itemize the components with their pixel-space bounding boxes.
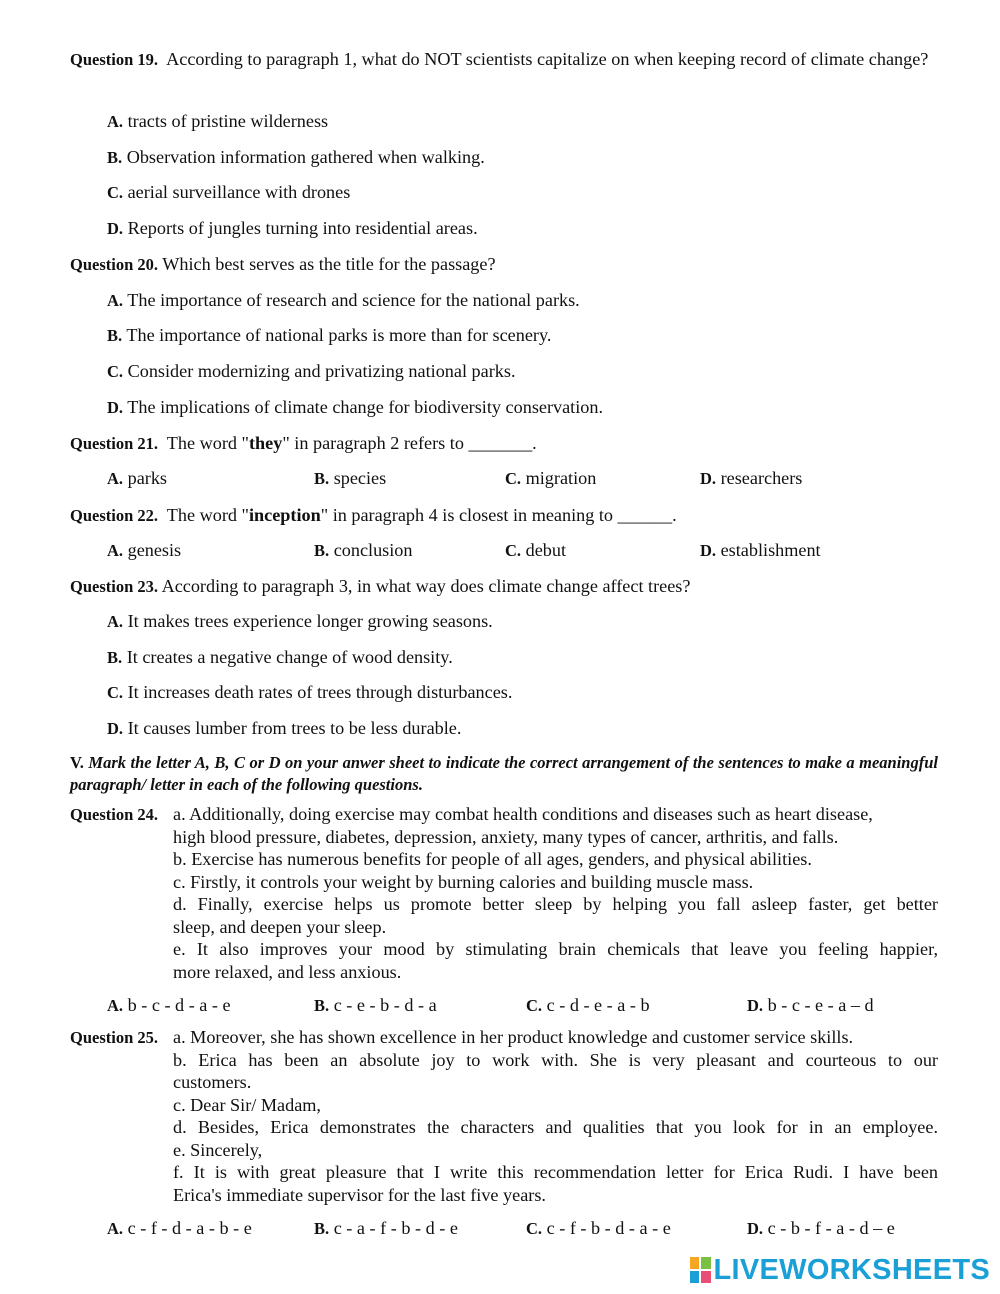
option-letter: D. [107,219,124,238]
brand-name: LIVEWORKSHEETS [713,1254,990,1286]
sentence-line: a. Additionally, doing exercise may combat health conditions and diseases such as heart disease, [173,804,873,824]
option-b[interactable] [314,538,413,563]
sentence-line: b. Exercise has numerous benefits for people of all ages, genders, and physical abilities. [173,849,812,869]
question-19 [70,46,938,73]
option-c[interactable] [107,359,516,384]
sentence-line: d. Finally, exercise helps us promote better sleep by helping you fall asleep faster, get better [173,894,938,914]
sentence-line: customers. [173,1072,252,1092]
question-text: According to paragraph 3, in what way does climate change affect trees? [161,576,691,596]
question-number: Question 21. [70,434,159,453]
sentence-line: f. It is with great pleasure that I write this recommendation letter for Erica Rudi. I have been [173,1162,938,1182]
option-letter: C. [107,362,124,381]
option-text: b - c - d - a - e [127,995,231,1015]
option-letter: B. [107,148,123,167]
logo-square [701,1271,710,1283]
sentence-list [173,803,938,983]
option-letter: C. [505,541,522,560]
options-row [107,1216,947,1242]
option-text: It causes lumber from trees to be less durable. [127,718,462,738]
sentence-line: c. Firstly, it controls your weight by burning calories and building muscle mass. [173,871,754,892]
option-letter: A. [107,1219,124,1238]
logo-square [690,1257,699,1269]
option-text: c - b - f - a - d – e [767,1218,895,1238]
option-letter: C. [526,1219,543,1238]
option-c[interactable] [107,180,350,205]
logo-square [701,1257,710,1269]
option-letter: D. [700,469,717,488]
option-letter: A. [107,112,124,131]
section-instruction-text: Mark the letter A, B, C or D on your anwer sheet to indicate the correct arrangement of the sentences to make a meaningful paragraph/ letter in each of the following questions. [70,753,938,794]
logo-square [690,1271,699,1283]
sentence-line: Erica's immediate supervisor for the last five years. [173,1184,546,1205]
question-23 [70,573,938,600]
option-letter: C. [107,683,124,702]
option-text: b - c - e - a – d [767,995,874,1015]
option-a[interactable] [107,538,181,563]
sentence-line: d. Besides, Erica demonstrates the characters and qualities that you look for in an employee. [173,1117,938,1137]
option-text: species [333,468,387,488]
option-text: tracts of pristine wilderness [127,111,329,131]
question-text-before: The word " [166,505,249,525]
option-text: conclusion [333,540,413,560]
sentence-line: more relaxed, and less anxious. [173,961,402,982]
option-a[interactable] [107,466,167,491]
option-a[interactable] [107,609,493,634]
question-number: Question 19. [70,50,159,69]
question-keyword: inception [248,505,321,525]
sentence-line: sleep, and deepen your sleep. [173,916,387,937]
option-text: The importance of research and science for the national parks. [127,290,580,310]
options-row [107,993,947,1019]
option-text: aerial surveillance with drones [127,182,351,202]
sentence-line: e. It also improves your mood by stimulating brain chemicals that leave you feeling happier, [173,939,938,959]
option-d[interactable] [747,1216,895,1241]
question-21 [70,430,938,457]
option-text: It makes trees experience longer growing seasons. [127,611,493,631]
question-22 [70,502,938,529]
option-letter: C. [526,996,543,1015]
option-a[interactable] [107,109,328,134]
option-letter: A. [107,291,124,310]
option-letter: B. [314,469,330,488]
option-letter: D. [107,398,124,417]
question-text-before: The word " [166,433,249,453]
option-c[interactable] [107,680,512,705]
option-text: researchers [720,468,803,488]
option-letter: D. [747,996,764,1015]
option-letter: B. [107,326,123,345]
option-text: parks [127,468,167,488]
option-b[interactable] [107,145,485,170]
option-letter: B. [314,996,330,1015]
option-letter: B. [314,1219,330,1238]
option-letter: A. [107,996,124,1015]
option-a[interactable] [107,1216,252,1241]
sentence-line: e. Sincerely, [173,1139,263,1160]
option-c[interactable] [526,993,650,1018]
question-number: Question 25. [70,1028,159,1047]
option-text: The implications of climate change for biodiversity conservation. [127,397,604,417]
sentence-line: high blood pressure, diabetes, depression, anxiety, many types of cancer, arthritis, and falls. [173,826,839,847]
question-20 [70,251,938,278]
question-text: According to paragraph 1, what do NOT scientists capitalize on when keeping record of climate change? [166,49,929,69]
option-b[interactable] [314,1216,458,1241]
option-letter: B. [107,648,123,667]
option-letter: A. [107,541,124,560]
option-letter: A. [107,469,124,488]
options-row [107,466,947,492]
option-text: genesis [127,540,182,560]
option-c[interactable] [505,466,596,491]
option-text: debut [525,540,567,560]
option-text: It increases death rates of trees through disturbances. [127,682,513,702]
option-letter: D. [700,541,717,560]
option-letter: D. [107,719,124,738]
option-text: c - e - b - d - a [333,995,437,1015]
sentence-line: a. Moreover, she has shown excellence in her product knowledge and customer service skills. [173,1027,854,1047]
question-number: Question 20. [70,255,159,274]
option-letter: C. [505,469,522,488]
option-d[interactable] [700,538,821,563]
question-text-after: " in paragraph 4 is closest in meaning to ______. [320,505,677,525]
option-text: The importance of national parks is more than for scenery. [126,325,552,345]
option-b[interactable] [314,466,386,491]
question-text-after: " in paragraph 2 refers to _______. [282,433,537,453]
option-text: It creates a negative change of wood density. [126,647,453,667]
question-number: Question 23. [70,577,159,596]
question-keyword: they [248,433,283,453]
option-text: c - f - d - a - b - e [127,1218,252,1238]
option-letter: B. [314,541,330,560]
option-text: c - a - f - b - d - e [333,1218,458,1238]
sentence-line: b. Erica has been an absolute joy to work with. She is very pleasant and courteous to our [173,1049,938,1070]
option-b[interactable] [107,323,551,348]
option-b[interactable] [107,645,453,670]
option-text: c - f - b - d - a - e [546,1218,671,1238]
sentence-list [173,1026,938,1206]
option-letter: C. [107,183,124,202]
liveworksheets-logo[interactable] [690,1255,990,1285]
section-label: V. [70,753,84,772]
option-d[interactable] [107,216,478,241]
liveworksheets-grid-icon [690,1257,711,1283]
option-text: c - d - e - a - b [546,995,650,1015]
options-row [107,538,947,564]
question-number: Question 24. [70,805,159,824]
option-text: Observation information gathered when walking. [126,147,485,167]
option-letter: A. [107,612,124,631]
question-text: Which best serves as the title for the passage? [162,254,496,274]
sentence-line: c. Dear Sir/ Madam, [173,1094,321,1115]
question-number: Question 22. [70,506,159,525]
option-d[interactable] [700,466,802,491]
option-c[interactable] [505,538,566,563]
option-a[interactable] [107,993,231,1018]
option-d[interactable] [107,395,603,420]
option-text: establishment [720,540,821,560]
section-v-instruction [70,752,938,796]
option-d[interactable] [747,993,874,1018]
option-c[interactable] [526,1216,671,1241]
option-letter: D. [747,1219,764,1238]
option-d[interactable] [107,716,461,741]
option-a[interactable] [107,288,580,313]
option-text: migration [525,468,597,488]
option-text: Consider modernizing and privatizing national parks. [127,361,516,381]
option-text: Reports of jungles turning into residential areas. [127,218,478,238]
option-b[interactable] [314,993,437,1018]
